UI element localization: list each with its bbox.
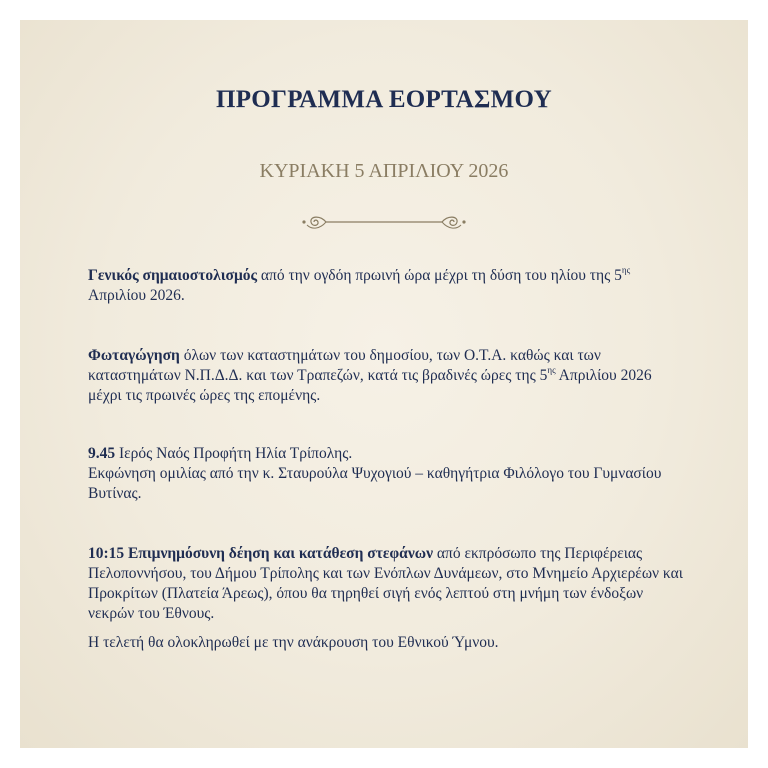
speech-text: Εκφώνηση ομιλίας από την κ. Σταυρούλα Ψυχογιού – καθηγήτρια Φιλόλογο του Γυμνασίου Βυτίνας. xyxy=(88,465,662,502)
flag-decoration-text: από την ογδόη πρωινή ώρα μέχρι τη δύση του ηλίου της 5 xyxy=(257,267,622,284)
ordinal-suffix: ης xyxy=(621,265,631,275)
event-date: ΚΥΡΙΑΚΗ 5 ΑΠΡΙΛΙΟΥ 2026 xyxy=(259,160,509,182)
flag-decoration-paragraph xyxy=(88,266,688,306)
memorial-paragraph xyxy=(88,544,688,624)
illumination-date: Απριλίου 2026 μέχρι τις πρωινές ώρες της επομένης. xyxy=(88,367,652,404)
doxology-paragraph xyxy=(88,444,688,504)
page-title: ΠΡΟΓΡΑΜΜΑ ΕΟΡΤΑΣΜΟΥ xyxy=(215,86,553,113)
illumination-heading: Φωταγώγηση xyxy=(88,347,180,364)
flag-decoration-date: Απριλίου 2026. xyxy=(88,287,185,304)
memorial-text: από εκπρόσωπο της Περιφέρειας Πελοποννήσου, του Δήμου Τρίπολης και των Ενόπλων Δυνάμεων, στο Μνημείο Αρχιερέων και Προκρίτων (Πλατεία Άρεως), όπου θα τηρηθεί σιγή ενός λεπτού στη μνήμη των ένδοξων νεκρών του Έθνους. xyxy=(88,545,683,622)
doxology-location: Ιερός Ναός Προφήτη Ηλία Τρίπολης. xyxy=(115,445,353,462)
scroll-divider-icon xyxy=(300,210,468,234)
anthem-paragraph: Η τελετή θα ολοκληρωθεί με την ανάκρουση του Εθνικού Ύμνου. xyxy=(88,634,499,651)
ordinal-suffix: ης xyxy=(547,365,556,375)
memorial-heading: 10:15 Επιμνημόσυνη δέηση και κατάθεση στεφάνων xyxy=(88,545,433,562)
doxology-time: 9.45 xyxy=(88,445,116,462)
illumination-paragraph xyxy=(88,346,688,406)
illumination-text: όλων των καταστημάτων του δημοσίου, των Ο.Τ.Α. καθώς και των καταστημάτων Ν.Π.Δ.Δ. και των Τραπεζών, κατά τις βραδινές ώρες της 5 xyxy=(88,347,601,384)
flag-decoration-heading: Γενικός σημαιοστολισμός xyxy=(88,267,258,284)
